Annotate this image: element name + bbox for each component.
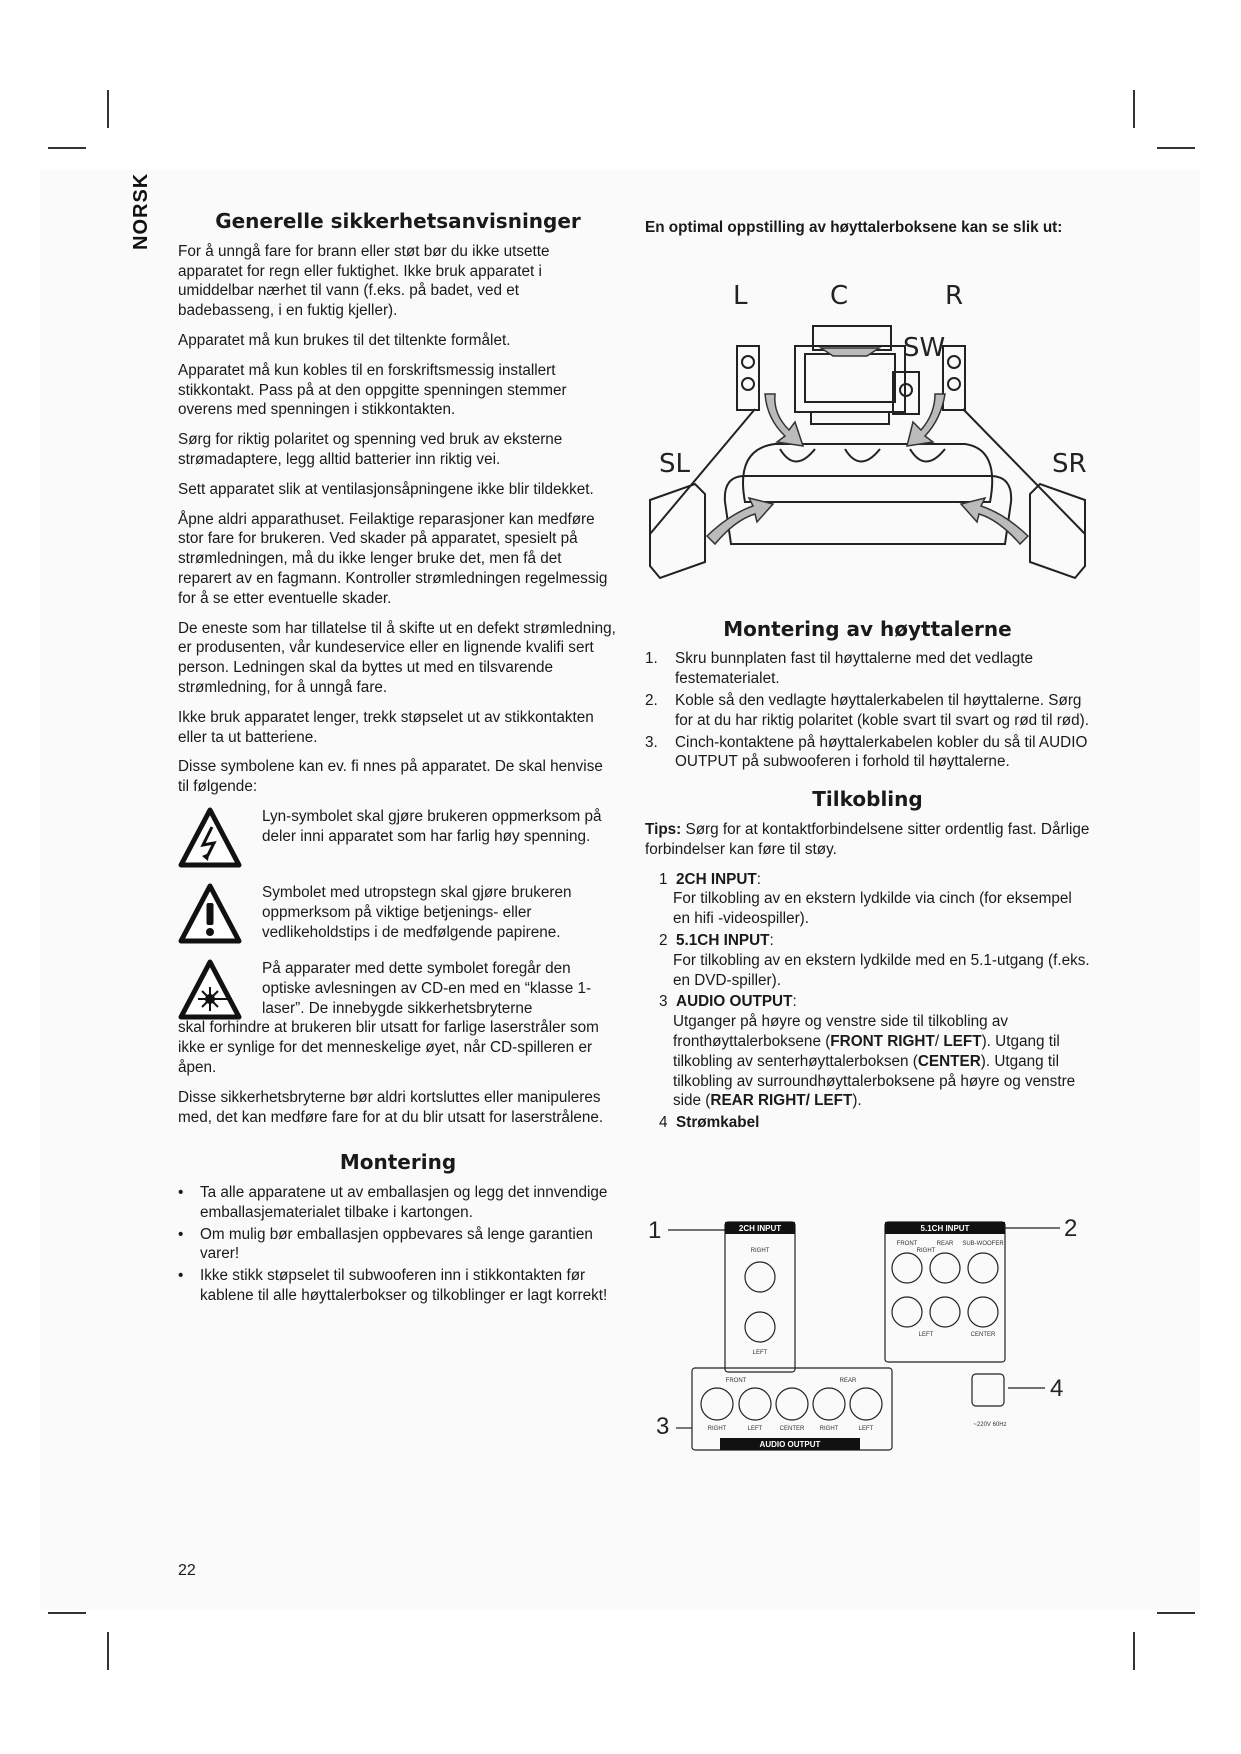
language-tab: NORSK	[130, 172, 152, 250]
desc-part: /	[934, 1032, 944, 1050]
panel-label: RIGHT	[750, 1248, 770, 1254]
item-label: AUDIO OUTPUT	[676, 993, 793, 1011]
connection-item: 3 AUDIO OUTPUT:	[659, 993, 797, 1011]
label-right: R	[945, 280, 964, 311]
desc-part: ). Utgang til tilkobling av senterhøyttalerboksen (	[673, 1032, 1060, 1070]
tips-paragraph	[645, 820, 1090, 860]
list-item	[645, 733, 1090, 773]
rear-panel-diagram	[640, 1200, 1090, 1460]
list-item: • Ta alle apparatene ut av emballasjen og legg det innvendige emballasjematerialet tilbake i kartongen.	[178, 1183, 618, 1223]
panel-label: REAR	[936, 1241, 954, 1247]
step-number: 3.	[645, 733, 658, 751]
crop-mark	[1133, 1632, 1135, 1670]
connection-item: 2 5.1CH INPUT:	[659, 931, 774, 949]
step-number: 2.	[645, 691, 658, 709]
item-number: 4	[659, 1114, 668, 1132]
panel-label: LEFT	[918, 1332, 934, 1338]
panel-label: CENTER	[970, 1332, 996, 1338]
laser-warning-icon	[178, 959, 242, 1021]
crop-mark	[48, 147, 86, 149]
lightning-warning-icon	[178, 807, 242, 869]
paragraph: Ikke bruk apparatet lenger, trekk støpselet ut av stikkontakten eller ta ut batteriene.	[178, 708, 594, 746]
list-item: • Om mulig bør emballasjen oppbevares så lenge garantien varer!	[178, 1225, 618, 1265]
list-item: • Ikke stikk støpselet til subwooferen inn i stikkontakten før kablene til alle høyttalerbokser og tilkoblinger er lagt korrekt!	[178, 1266, 618, 1306]
paragraph: For å unngå fare for brann eller støt bør du ikke utsette apparatet for regn eller fuktighet. Ikke bruk apparatet i umiddelbar nærhet til vann (f.eks. på badet, ved et badebasseng, i en fuktig kjeller).	[178, 242, 550, 320]
panel-51ch-title: 5.1CH INPUT	[920, 1224, 970, 1233]
crop-mark	[107, 90, 109, 128]
callout-2: 2	[1064, 1215, 1078, 1242]
item-number: 3	[659, 993, 668, 1011]
crop-mark	[107, 1632, 109, 1670]
item-number: 1	[659, 870, 668, 888]
safety-heading: Generelle sikkerhetsanvisninger	[215, 209, 581, 233]
connection-list	[645, 870, 1090, 1133]
desc-bold: FRONT RIGHT	[830, 1032, 935, 1050]
paragraph: Apparatet må kun brukes til det tiltenkte formålet.	[178, 331, 511, 349]
paragraph: De eneste som har tillatelse til å skifte ut en defekt strømledning, er produsenten, vår kundeservice eller en lignende kvalifi sert person. Ledningen skal da byttes ut med en tilsvarende strømledning, for å unngå fare.	[178, 619, 616, 696]
crop-mark	[1157, 147, 1195, 149]
paragraph: Sørg for riktig polaritet og spenning ved bruk av eksterne strømadaptere, legg alltid batterier inn riktig vei.	[178, 431, 563, 468]
desc-part: Utganger på høyre og venstre side til tilkobling av fronthøyttalerboksene (	[673, 1013, 1009, 1050]
panel-label: SUB-WOOFER	[962, 1241, 1004, 1247]
connection-heading: Tilkobling	[812, 787, 923, 812]
left-column	[178, 209, 618, 1308]
desc-part: ). Utgang til tilkobling av surroundhøyttalerboksene på høyre og venstre side (	[673, 1052, 1076, 1110]
setup-intro: En optimal oppstilling av høyttalerboksene kan se slik ut:	[645, 219, 1063, 236]
panel-label: RIGHT	[819, 1426, 839, 1432]
mounting-heading: Montering	[339, 1150, 457, 1175]
item-label: 2CH INPUT	[676, 870, 757, 888]
connection-item: 1 2CH INPUT:	[659, 870, 762, 888]
panel-2ch-title: 2CH INPUT	[738, 1224, 782, 1233]
panel-label: RIGHT	[916, 1248, 936, 1254]
item-label: 5.1CH INPUT	[676, 931, 770, 949]
step-number: 1.	[645, 650, 658, 668]
item-description	[659, 1012, 1090, 1111]
callout-4: 4	[1050, 1375, 1064, 1402]
warning-text: På apparater med dette symbolet foregår den optiske avlesningen av CD-en med en “klasse 1-laser”. De innebygde sikkerhetsbryterne	[262, 959, 592, 1017]
connection-item	[659, 1113, 1090, 1133]
warning-lightning	[178, 807, 618, 877]
speaker-mounting-heading: Montering av høyttalerne	[723, 616, 1012, 641]
label-subwoofer: SW	[903, 332, 946, 363]
label-surround-right: SR	[1052, 448, 1087, 479]
mounting-list	[178, 1183, 618, 1306]
callout-3: 3	[656, 1413, 670, 1440]
desc-bold: REAR RIGHT/ LEFT	[710, 1092, 853, 1110]
item-label: Strømkabel	[676, 1114, 760, 1132]
panel-label: CENTER	[779, 1426, 805, 1432]
tips-text: Sørg for at kontaktforbindelsene sitter ordentlig fast. Dårlige forbindelser kan føre til støy.	[645, 820, 1090, 858]
panel-label: RIGHT	[707, 1426, 727, 1432]
right-column	[645, 218, 1090, 1133]
list-item	[645, 649, 1090, 689]
desc-bold: LEFT	[943, 1032, 982, 1050]
step-text: Cinch-kontaktene på høyttalerkabelen kobler du så til AUDIO OUTPUT på subwooferen i forhold til høyttalerne.	[675, 733, 1088, 771]
item-description: For tilkobling av en ekstern lydkilde med en 5.1-utgang (f.eks. en DVD-spiller).	[673, 951, 1090, 989]
item-number: 2	[659, 931, 668, 949]
item-description: For tilkobling av en ekstern lydkilde via cinch (for eksempel en hifi -videospiller).	[673, 890, 1072, 928]
panel-label: LEFT	[747, 1426, 763, 1432]
step-text: Koble så den vedlagte høyttalerkabelen til høyttalerne. Sørg for at du har riktig polaritet (koble svart til svart og rød til rød).	[675, 691, 1090, 729]
paragraph: Disse symbolene kan ev. fi nnes på apparatet. De skal henvise til følgende:	[178, 758, 603, 796]
crop-mark	[1133, 90, 1135, 128]
page-number: 22	[178, 1562, 196, 1579]
desc-bold: CENTER	[917, 1052, 981, 1070]
crop-mark	[48, 1612, 86, 1614]
desc-part: ).	[852, 1092, 862, 1110]
paragraph: Sett apparatet slik at ventilasjonsåpningene ikke blir tildekket.	[178, 480, 594, 498]
step-text: Skru bunnplaten fast til høyttalerne med det vedlagte festematerialet.	[675, 650, 1033, 688]
panel-label: LEFT	[858, 1426, 874, 1432]
label-center: C	[830, 280, 849, 311]
paragraph: Apparatet må kun kobles til en forskriftsmessig installert stikkontakt. Pass på at den oppgitte spenningen stemmer overens med spenningen i stikkontakten.	[178, 361, 567, 419]
crop-mark	[1157, 1612, 1195, 1614]
panel-label: FRONT	[725, 1378, 747, 1384]
warning-laser	[178, 959, 618, 1078]
panel-output-title: AUDIO OUTPUT	[759, 1440, 821, 1449]
panel-label: LEFT	[752, 1350, 768, 1356]
warning-exclamation	[178, 883, 618, 953]
speaker-layout-diagram	[645, 244, 1090, 604]
paragraph: Åpne aldri apparathuset. Feilaktige reparasjoner kan medføre stor fare for brukeren. Ved skader på apparatet, spesielt på strømledningen, må du ikke lenger bruke det, men få det reparert av en fagmann. Kontroller strømledningen regelmessig for å se etter eventuelle skader.	[178, 510, 608, 607]
warning-text: Symbolet med utropstegn skal gjøre brukeren oppmerksom på viktige betjenings- eller vedlikeholdstips i de medfølgende papirene.	[262, 883, 572, 941]
panel-label: ~220V 60Hz	[973, 1422, 1007, 1428]
list-item	[645, 691, 1090, 731]
paragraph: Disse sikkerhetsbryterne bør aldri kortsluttes eller manipuleres med, det kan medføre fare for at du blir utsatt for laserstrålene.	[178, 1088, 604, 1126]
panel-label: REAR	[839, 1378, 857, 1384]
exclamation-warning-icon	[178, 883, 242, 945]
warning-text-continued: skal forhindre at brukeren blir utsatt for farlige laserstråler som ikke er synlige for det menneskelige øyet, når CD-spilleren er åpen.	[178, 1019, 599, 1076]
callout-1: 1	[648, 1217, 662, 1244]
tips-label: Tips:	[645, 820, 682, 838]
label-surround-left: SL	[659, 448, 690, 479]
speaker-steps	[645, 649, 1090, 772]
panel-label: FRONT	[896, 1241, 918, 1247]
label-left: L	[733, 280, 748, 311]
warning-text: Lyn-symbolet skal gjøre brukeren oppmerksom på deler inni apparatet som har farlig høy spenning.	[262, 807, 602, 845]
